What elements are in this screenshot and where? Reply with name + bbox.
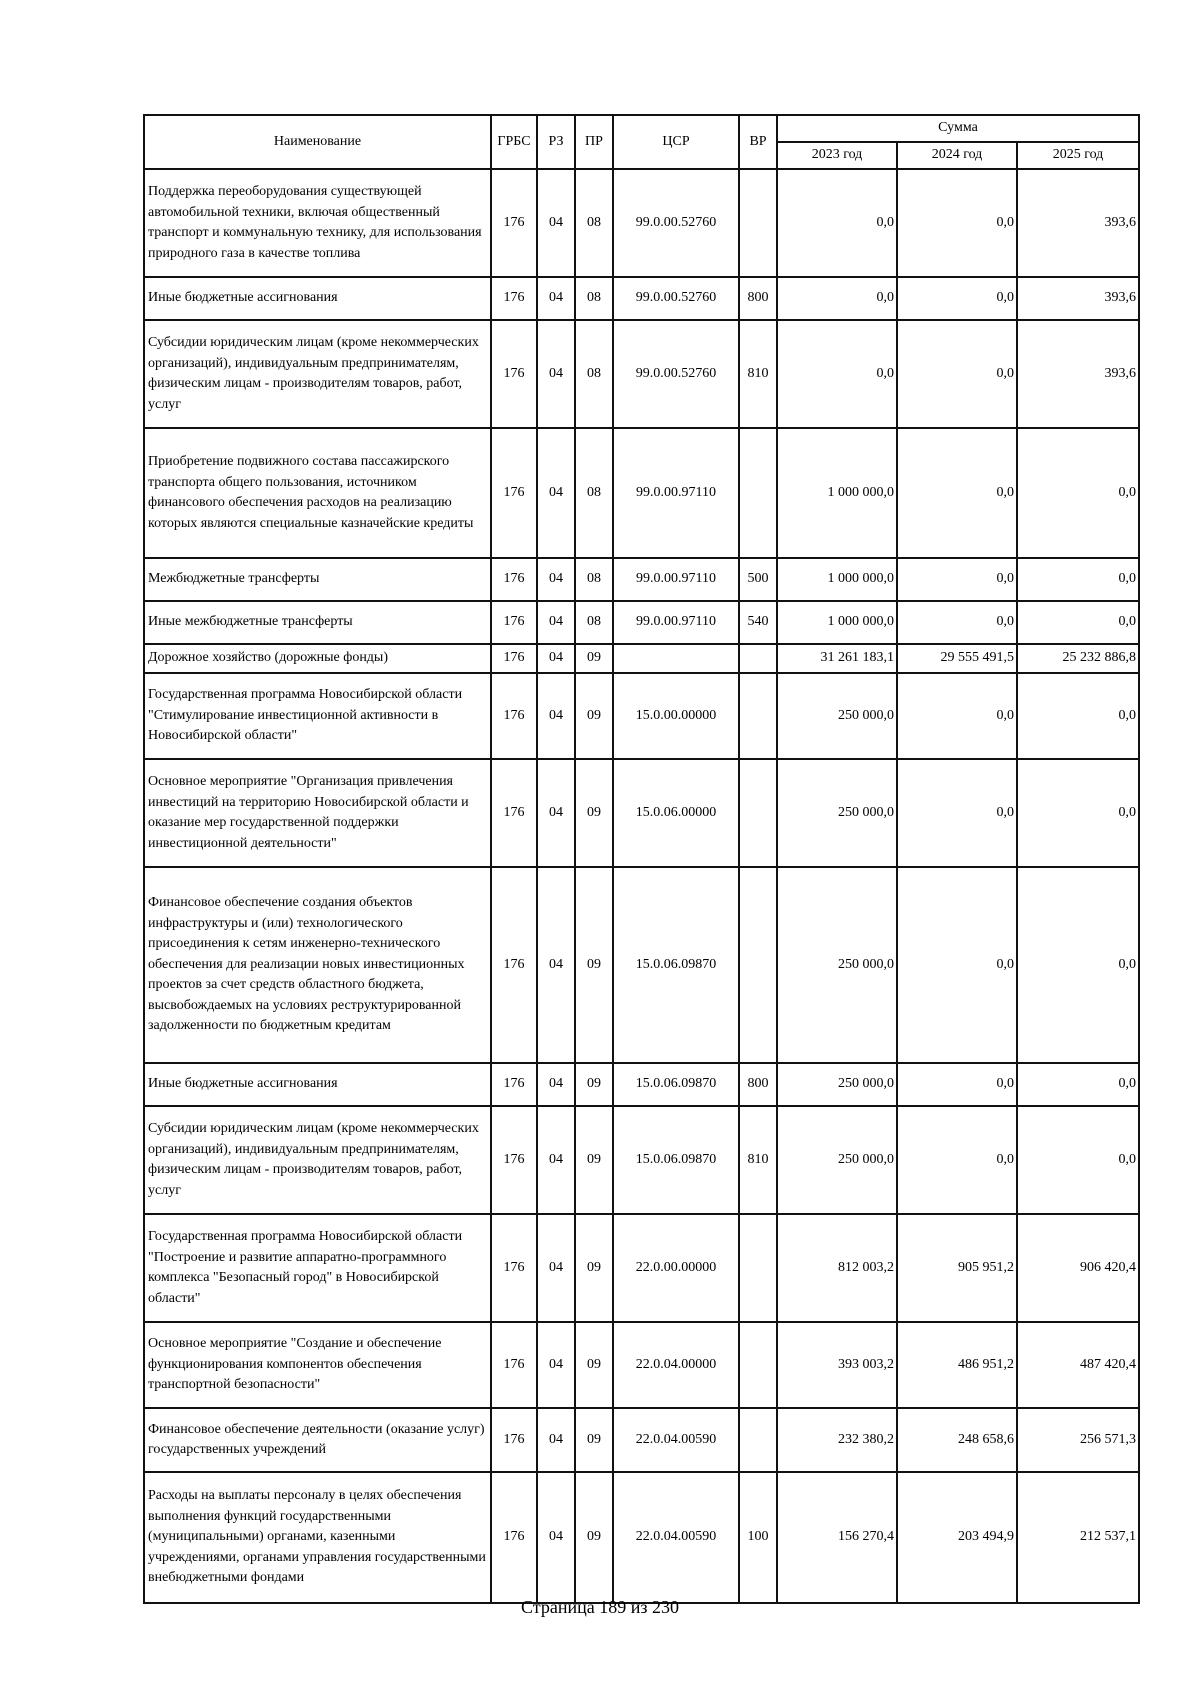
row-rz: 04 [537, 867, 575, 1063]
row-amount-2024: 0,0 [897, 1106, 1017, 1214]
row-amount-2023: 1 000 000,0 [777, 601, 897, 644]
header-csr: ЦСР [613, 115, 739, 169]
row-pr: 09 [575, 644, 613, 673]
row-csr: 22.0.04.00590 [613, 1472, 739, 1603]
row-grbs: 176 [491, 867, 537, 1063]
table-row [144, 169, 1139, 277]
row-grbs: 176 [491, 1408, 537, 1472]
row-amount-2023: 250 000,0 [777, 759, 897, 867]
table-row [144, 1214, 1139, 1322]
table-row [144, 1472, 1139, 1603]
row-rz: 04 [537, 1322, 575, 1408]
row-pr: 09 [575, 759, 613, 867]
row-csr: 22.0.00.00000 [613, 1214, 739, 1322]
header-rz: РЗ [537, 115, 575, 169]
row-rz: 04 [537, 169, 575, 277]
row-pr: 08 [575, 277, 613, 320]
row-amount-2024: 0,0 [897, 867, 1017, 1063]
row-amount-2025: 0,0 [1017, 759, 1139, 867]
header-sum: Сумма [777, 115, 1139, 142]
row-pr: 09 [575, 867, 613, 1063]
table-row [144, 759, 1139, 867]
row-rz: 04 [537, 644, 575, 673]
table-row [144, 277, 1139, 320]
row-amount-2025: 0,0 [1017, 1063, 1139, 1106]
row-amount-2025: 487 420,4 [1017, 1322, 1139, 1408]
row-csr: 99.0.00.97110 [613, 601, 739, 644]
row-vr: 810 [739, 1106, 777, 1214]
table-row [144, 673, 1139, 759]
row-csr: 99.0.00.52760 [613, 169, 739, 277]
row-csr: 99.0.00.97110 [613, 428, 739, 558]
row-amount-2025: 393,6 [1017, 277, 1139, 320]
row-amount-2025: 393,6 [1017, 320, 1139, 428]
row-rz: 04 [537, 1472, 575, 1603]
row-amount-2024: 0,0 [897, 1063, 1017, 1106]
row-name: Дорожное хозяйство (дорожные фонды) [144, 644, 491, 673]
row-vr: 100 [739, 1472, 777, 1603]
table-row [144, 867, 1139, 1063]
row-grbs: 176 [491, 601, 537, 644]
row-name: Основное мероприятие "Создание и обеспечение функционирования компонентов обеспечения транспортной безопасности" [144, 1322, 491, 1408]
row-vr: 800 [739, 277, 777, 320]
row-name: Иные бюджетные ассигнования [144, 277, 491, 320]
row-vr: 800 [739, 1063, 777, 1106]
row-grbs: 176 [491, 1472, 537, 1603]
row-amount-2024: 0,0 [897, 277, 1017, 320]
row-pr: 08 [575, 169, 613, 277]
row-amount-2024: 0,0 [897, 320, 1017, 428]
header-year-2024: 2024 год [897, 142, 1017, 169]
table-row [144, 1063, 1139, 1106]
row-amount-2023: 31 261 183,1 [777, 644, 897, 673]
row-rz: 04 [537, 1106, 575, 1214]
table-row [144, 644, 1139, 673]
row-amount-2023: 250 000,0 [777, 867, 897, 1063]
row-rz: 04 [537, 1063, 575, 1106]
row-grbs: 176 [491, 169, 537, 277]
row-csr: 15.0.06.00000 [613, 759, 739, 867]
row-vr [739, 867, 777, 1063]
row-rz: 04 [537, 1214, 575, 1322]
row-amount-2025: 0,0 [1017, 428, 1139, 558]
row-amount-2024: 248 658,6 [897, 1408, 1017, 1472]
row-vr [739, 673, 777, 759]
table-body [144, 169, 1139, 1603]
row-amount-2024: 0,0 [897, 673, 1017, 759]
row-rz: 04 [537, 1408, 575, 1472]
header-vr: ВР [739, 115, 777, 169]
row-amount-2023: 250 000,0 [777, 1106, 897, 1214]
row-amount-2023: 250 000,0 [777, 1063, 897, 1106]
row-amount-2023: 1 000 000,0 [777, 558, 897, 601]
row-amount-2024: 203 494,9 [897, 1472, 1017, 1603]
row-csr: 99.0.00.52760 [613, 320, 739, 428]
row-amount-2023: 0,0 [777, 169, 897, 277]
row-vr: 540 [739, 601, 777, 644]
row-pr: 09 [575, 1063, 613, 1106]
row-pr: 09 [575, 673, 613, 759]
row-name: Основное мероприятие "Организация привлечения инвестиций на территорию Новосибирской области и оказание мер государственной поддержки инвестиционной деятельности" [144, 759, 491, 867]
table-row [144, 1106, 1139, 1214]
row-csr: 99.0.00.97110 [613, 558, 739, 601]
row-pr: 08 [575, 558, 613, 601]
table-row [144, 558, 1139, 601]
row-amount-2025: 25 232 886,8 [1017, 644, 1139, 673]
table-row [144, 1322, 1139, 1408]
row-name: Межбюджетные трансферты [144, 558, 491, 601]
row-amount-2024: 905 951,2 [897, 1214, 1017, 1322]
row-amount-2025: 0,0 [1017, 1106, 1139, 1214]
row-pr: 09 [575, 1408, 613, 1472]
row-name: Приобретение подвижного состава пассажирского транспорта общего пользования, источником финансового обеспечения расходов на реализацию которых являются специальные казначейские кредиты [144, 428, 491, 558]
row-amount-2025: 0,0 [1017, 867, 1139, 1063]
row-amount-2023: 232 380,2 [777, 1408, 897, 1472]
table-row [144, 428, 1139, 558]
row-csr: 22.0.04.00000 [613, 1322, 739, 1408]
row-amount-2023: 812 003,2 [777, 1214, 897, 1322]
row-vr [739, 644, 777, 673]
row-vr [739, 1322, 777, 1408]
row-name: Поддержка переоборудования существующей автомобильной техники, включая общественный транспорт и коммунальную технику, для использования природного газа в качестве топлива [144, 169, 491, 277]
row-amount-2025: 393,6 [1017, 169, 1139, 277]
row-name: Субсидии юридическим лицам (кроме некоммерческих организаций), индивидуальным предпринимателям, физическим лицам - производителям товаров, работ, услуг [144, 320, 491, 428]
row-amount-2025: 0,0 [1017, 558, 1139, 601]
row-name: Иные бюджетные ассигнования [144, 1063, 491, 1106]
row-name: Финансовое обеспечение создания объектов инфраструктуры и (или) технологического присоединения к сетям инженерно-технического обеспечения для реализации новых инвестиционных проектов за счет средств областного бюджета, высвобождаемых на условиях реструктурированной задолженности по бюджетным кредитам [144, 867, 491, 1063]
row-grbs: 176 [491, 1063, 537, 1106]
row-amount-2024: 0,0 [897, 428, 1017, 558]
row-grbs: 176 [491, 1214, 537, 1322]
row-vr [739, 1214, 777, 1322]
table-row [144, 1408, 1139, 1472]
row-vr [739, 759, 777, 867]
row-csr: 15.0.00.00000 [613, 673, 739, 759]
row-grbs: 176 [491, 320, 537, 428]
header-grbs: ГРБС [491, 115, 537, 169]
row-rz: 04 [537, 558, 575, 601]
row-pr: 08 [575, 601, 613, 644]
row-amount-2024: 0,0 [897, 601, 1017, 644]
header-year-2025: 2025 год [1017, 142, 1139, 169]
row-vr [739, 1408, 777, 1472]
row-rz: 04 [537, 673, 575, 759]
row-grbs: 176 [491, 277, 537, 320]
row-csr: 15.0.06.09870 [613, 1106, 739, 1214]
row-pr: 08 [575, 320, 613, 428]
row-rz: 04 [537, 759, 575, 867]
row-amount-2023: 1 000 000,0 [777, 428, 897, 558]
row-vr: 500 [739, 558, 777, 601]
row-grbs: 176 [491, 644, 537, 673]
row-amount-2023: 0,0 [777, 320, 897, 428]
row-csr: 15.0.06.09870 [613, 867, 739, 1063]
row-name: Государственная программа Новосибирской области "Стимулирование инвестиционной активности в Новосибирской области" [144, 673, 491, 759]
row-grbs: 176 [491, 1322, 537, 1408]
row-vr [739, 169, 777, 277]
row-csr: 99.0.00.52760 [613, 277, 739, 320]
row-amount-2025: 256 571,3 [1017, 1408, 1139, 1472]
header-pr: ПР [575, 115, 613, 169]
row-amount-2024: 486 951,2 [897, 1322, 1017, 1408]
row-csr [613, 644, 739, 673]
row-name: Расходы на выплаты персоналу в целях обеспечения выполнения функций государственными (муниципальными) органами, казенными учреждениями, органами управления государственными внебюджетными фондами [144, 1472, 491, 1603]
row-name: Финансовое обеспечение деятельности (оказание услуг) государственных учреждений [144, 1408, 491, 1472]
row-amount-2025: 906 420,4 [1017, 1214, 1139, 1322]
page-number: Страница 189 из 230 [521, 1597, 679, 1617]
row-amount-2023: 393 003,2 [777, 1322, 897, 1408]
row-name: Субсидии юридическим лицам (кроме некоммерческих организаций), индивидуальным предпринимателям, физическим лицам - производителям товаров, работ, услуг [144, 1106, 491, 1214]
row-vr [739, 428, 777, 558]
row-amount-2025: 0,0 [1017, 601, 1139, 644]
row-amount-2025: 0,0 [1017, 673, 1139, 759]
row-amount-2024: 0,0 [897, 558, 1017, 601]
row-amount-2024: 29 555 491,5 [897, 644, 1017, 673]
row-pr: 09 [575, 1472, 613, 1603]
header-year-2023: 2023 год [777, 142, 897, 169]
row-rz: 04 [537, 428, 575, 558]
row-amount-2023: 250 000,0 [777, 673, 897, 759]
row-amount-2023: 0,0 [777, 277, 897, 320]
row-grbs: 176 [491, 673, 537, 759]
row-pr: 09 [575, 1214, 613, 1322]
row-grbs: 176 [491, 428, 537, 558]
row-amount-2024: 0,0 [897, 759, 1017, 867]
row-rz: 04 [537, 601, 575, 644]
budget-table [143, 114, 1140, 1604]
row-grbs: 176 [491, 759, 537, 867]
row-rz: 04 [537, 277, 575, 320]
row-rz: 04 [537, 320, 575, 428]
row-csr: 15.0.06.09870 [613, 1063, 739, 1106]
row-name: Иные межбюджетные трансферты [144, 601, 491, 644]
row-amount-2025: 212 537,1 [1017, 1472, 1139, 1603]
header-name: Наименование [144, 115, 491, 169]
row-amount-2023: 156 270,4 [777, 1472, 897, 1603]
row-pr: 09 [575, 1322, 613, 1408]
row-grbs: 176 [491, 558, 537, 601]
table-row [144, 601, 1139, 644]
row-grbs: 176 [491, 1106, 537, 1214]
row-pr: 08 [575, 428, 613, 558]
row-pr: 09 [575, 1106, 613, 1214]
table-row [144, 320, 1139, 428]
row-name: Государственная программа Новосибирской области "Построение и развитие аппаратно-программного комплекса "Безопасный город" в Новосибирской области" [144, 1214, 491, 1322]
row-amount-2024: 0,0 [897, 169, 1017, 277]
row-csr: 22.0.04.00590 [613, 1408, 739, 1472]
row-vr: 810 [739, 320, 777, 428]
